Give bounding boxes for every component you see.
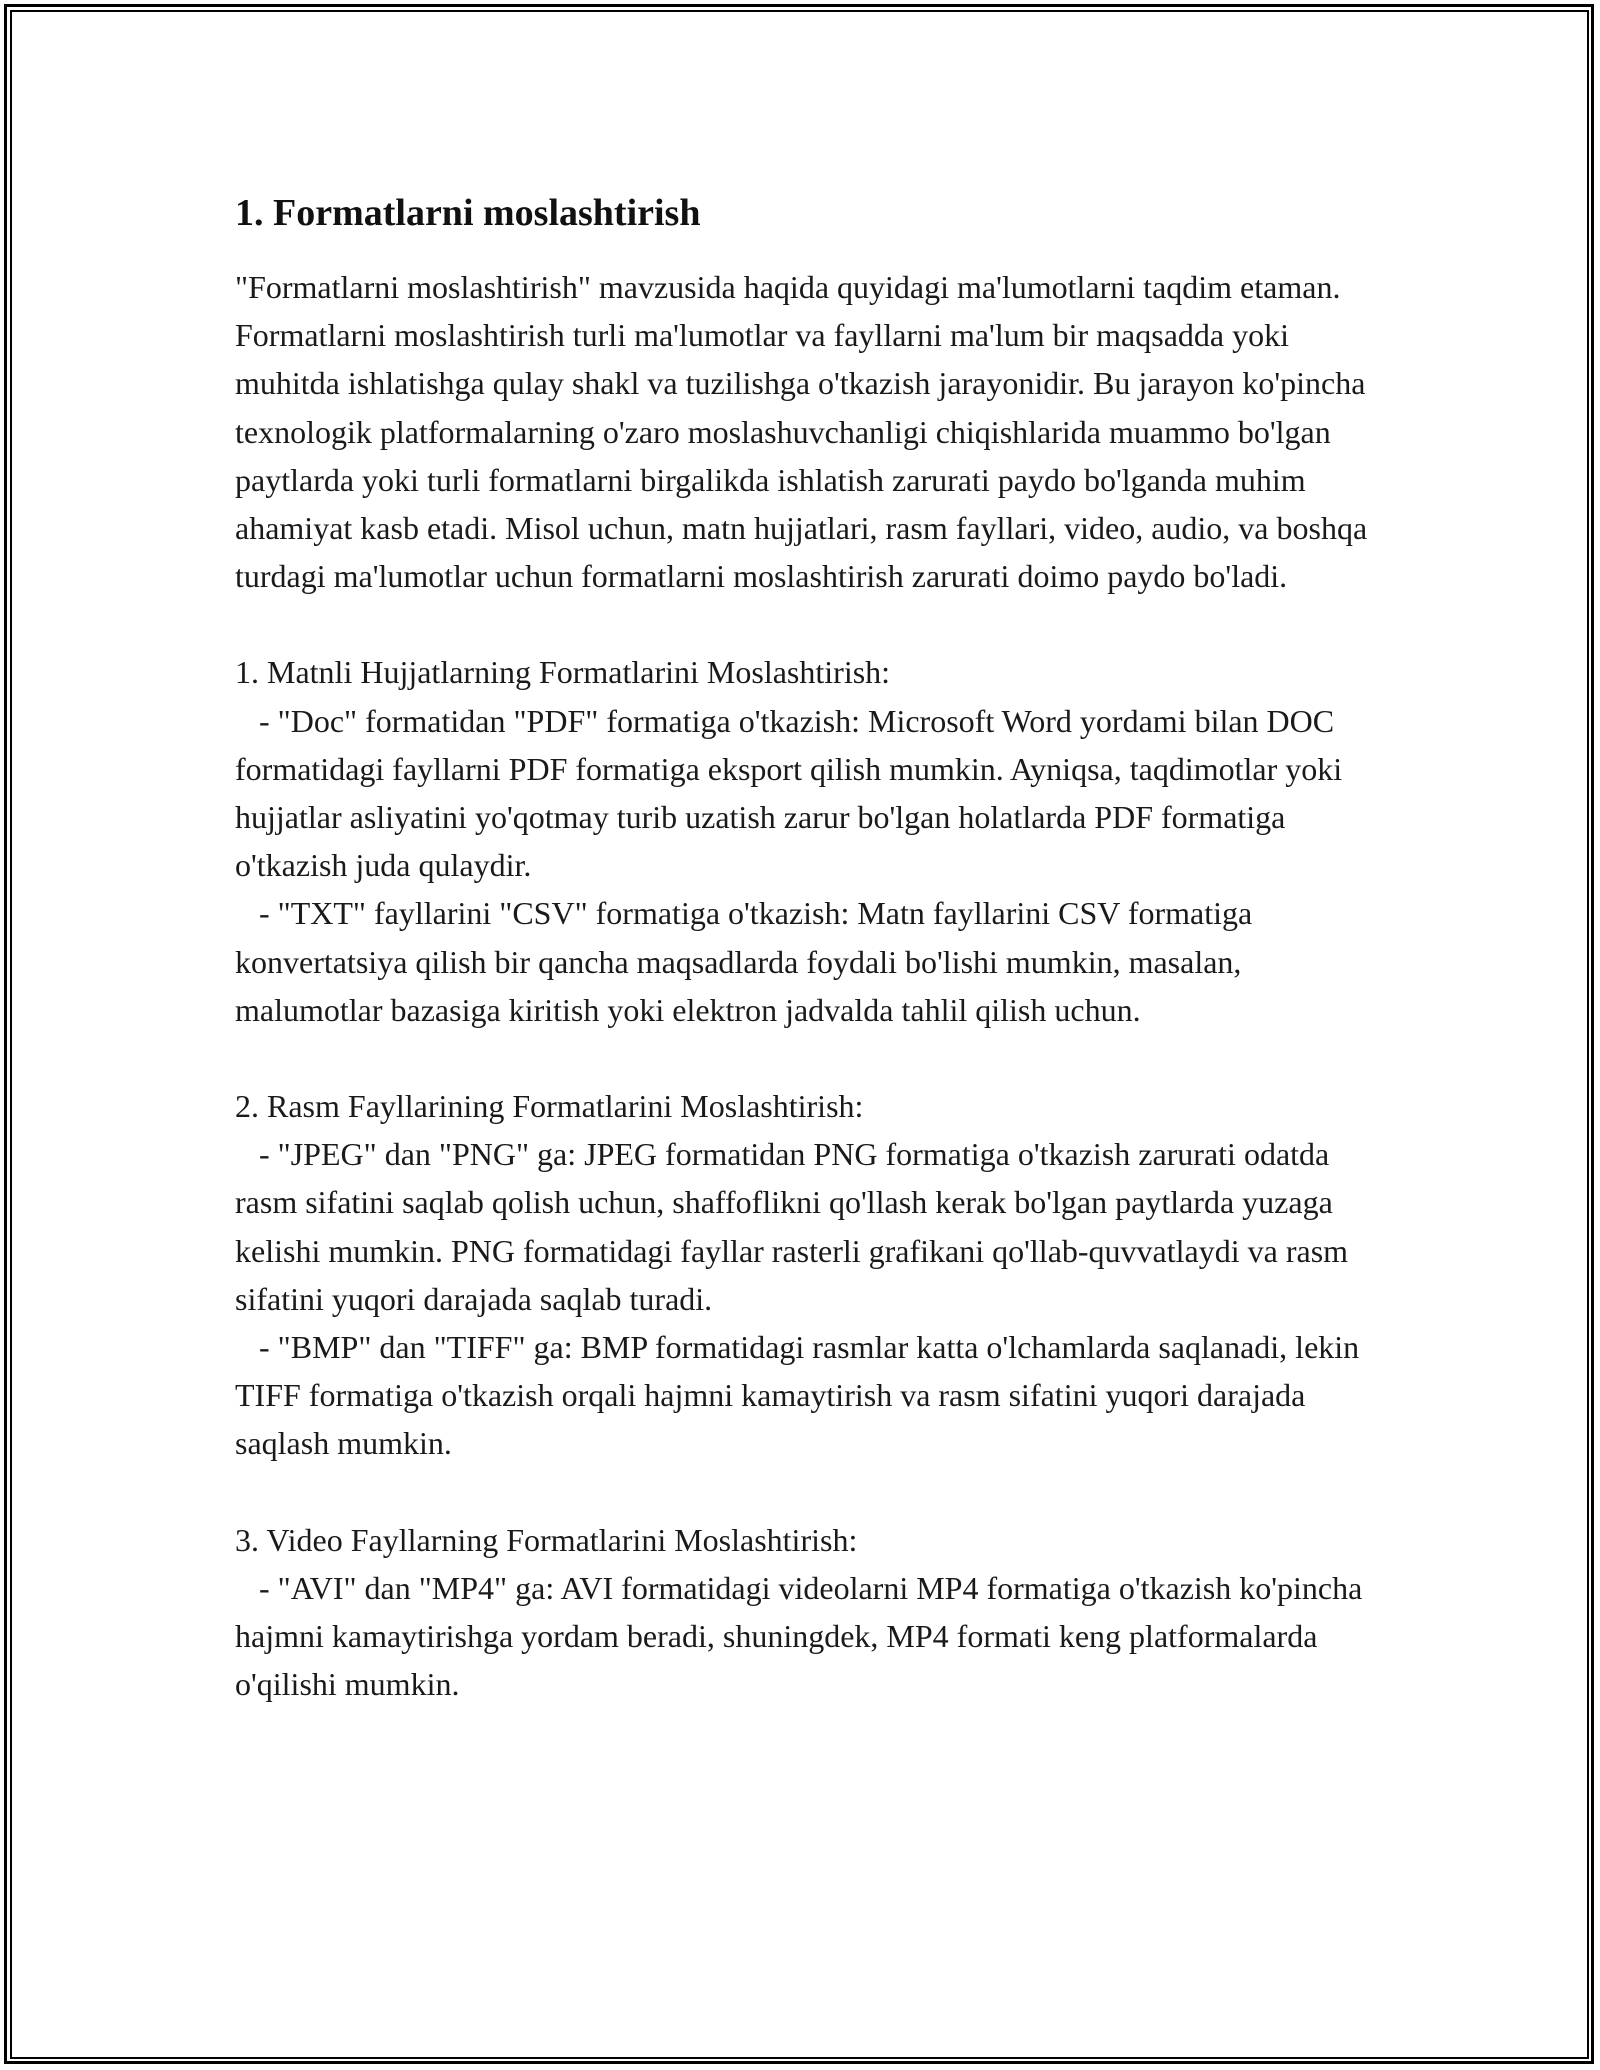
section-text-documents xyxy=(235,648,1375,1034)
list-item: - "TXT" fayllarini "CSV" formatiga o'tkazish: Matn fayllarini CSV formatiga konvertatsiya qilish bir qancha maqsadlarda foydali bo'lishi mumkin, masalan, malumotlar bazasiga kiritish yoki elektron jadvalda tahlil qilish uchun. xyxy=(235,895,1261,1028)
section-heading: 2. Rasm Fayllarining Formatlarini Moslashtirish: xyxy=(235,1088,864,1125)
spacer xyxy=(235,600,1375,648)
spacer xyxy=(235,1468,1375,1516)
section-heading: 3. Video Fayllarning Formatlarini Moslashtirish: xyxy=(235,1521,858,1558)
section-image-files xyxy=(235,1082,1375,1468)
intro-paragraph: "Formatlarni moslashtirish" mavzusida haqida quyidagi ma'lumotlarni taqdim etaman. Formatlarni moslashtirish turli ma'lumotlar va fayllarni ma'lum bir maqsadda yoki muhitda ishlatishga qulay shakl va tuzilishga o'tkazish jarayonidir. Bu jarayon ko'pincha texnologik platformalarning o'zaro moslashuvchanligi chiqishlarida muammo bo'lgan paytlarda yoki turli formatlarni birgalikda ishlatish zarurati paydo bo'lganda muhim ahamiyat kasb etadi. Misol uchun, matn hujjatlari, rasm fayllari, video, audio, va boshqa turdagi ma'lumotlar uchun formatlarni moslashtirish zarurati doimo paydo bo'ladi. xyxy=(235,269,1376,595)
list-item: - "BMP" dan "TIFF" ga: BMP formatidagi rasmlar katta o'lchamlarda saqlanadi, lekin TIFF formatiga o'tkazish orqali hajmni kamaytirish va rasm sifatini yuqori darajada saqlash mumkin. xyxy=(235,1329,1367,1462)
list-item: - "AVI" dan "MP4" ga: AVI formatidagi videolarni MP4 formatiga o'tkazish ko'pincha hajmni kamaytirishga yordam beradi, shuningdek, MP4 formati keng platformalarda o'qilishi mumkin. xyxy=(235,1569,1371,1703)
section-heading: 1. Matnli Hujjatlarning Formatlarini Moslashtirish: xyxy=(235,654,891,691)
document-title: 1. Formatlarni moslashtirish xyxy=(235,192,701,234)
section-video-files xyxy=(235,1516,1375,1709)
list-item: - "JPEG" dan "PNG" ga: JPEG formatidan PNG formatiga o'tkazish zarurati odatda rasm sifatini saqlab qolish uchun, shaffoflikni qo'llash kerak bo'lgan paytlarda yuzaga kelishi mumkin. PNG formatidagi fayllar rasterli grafikani qo'llab-quvvatlaydi va rasm sifatini yuqori darajada saqlab turadi. xyxy=(235,1136,1357,1317)
spacer xyxy=(235,1034,1375,1082)
document-body xyxy=(235,183,1375,1708)
list-item: - "Doc" formatidan "PDF" formatiga o'tkazish: Microsoft Word yordami bilan DOC formatidagi fayllarni PDF formatiga eksport qilish mumkin. Ayniqsa, taqdimotlar yoki hujjatlar asliyatini yo'qotmay turib uzatish zarur bo'lgan holatlarda PDF formatiga o'tkazish juda qulaydir. xyxy=(235,702,1351,884)
